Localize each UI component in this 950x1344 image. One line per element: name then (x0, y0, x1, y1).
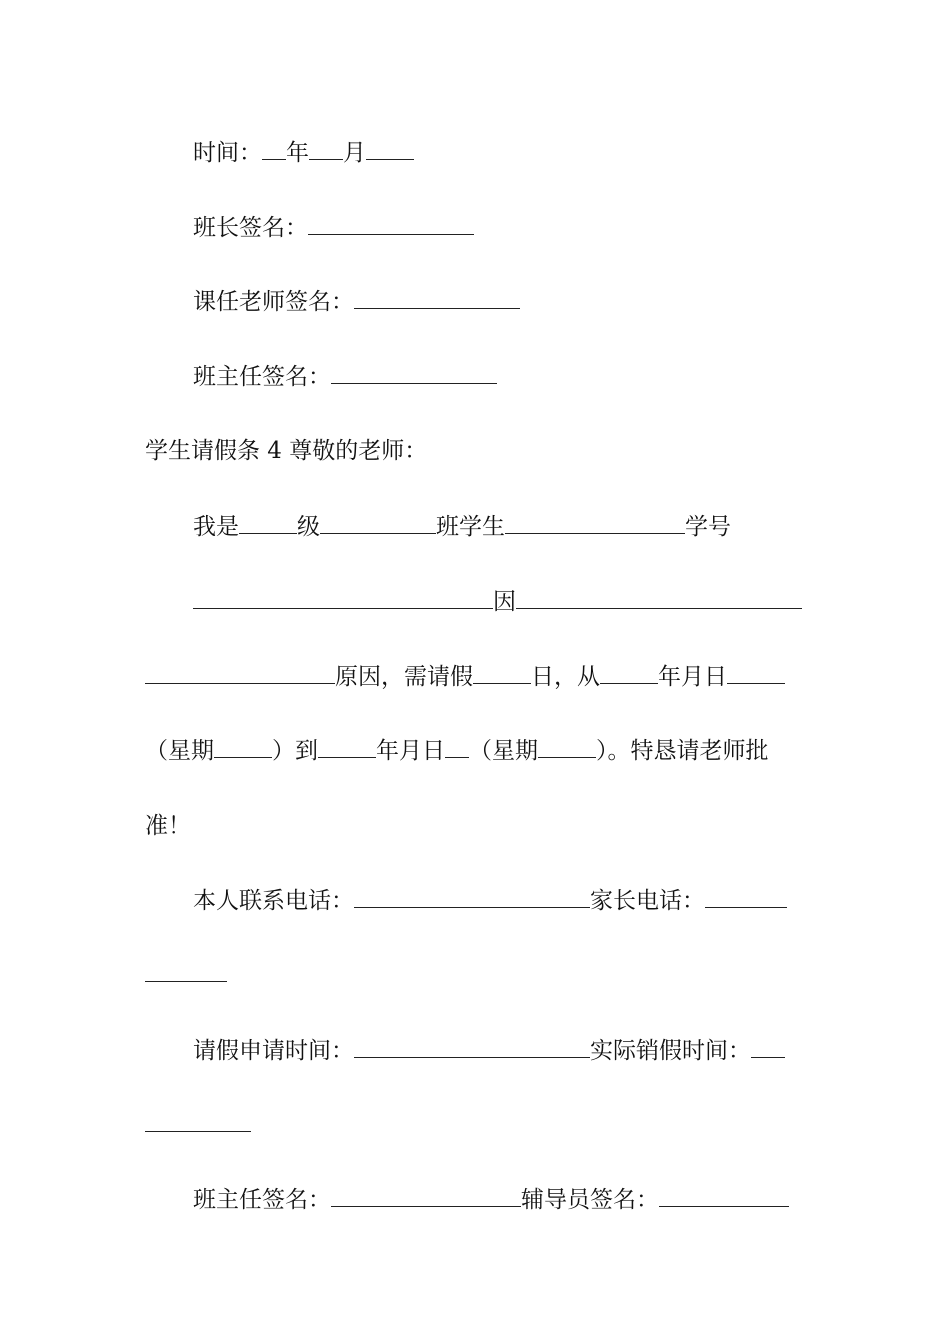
blank (600, 661, 658, 684)
body-line-1 (193, 511, 731, 542)
body-text: 年月日 (376, 738, 445, 764)
blank (145, 959, 227, 982)
teacher-sign-line (193, 286, 520, 317)
body-text: ）。特恳请老师批 (596, 738, 769, 764)
blank (516, 586, 802, 609)
blank (331, 361, 497, 384)
blank (751, 1035, 785, 1058)
blank (193, 586, 493, 609)
body-line-5: 准！ (145, 813, 191, 839)
monitor-sign-line (193, 212, 474, 243)
note-heading: 学生请假条 4 尊敬的老师： (145, 438, 428, 464)
blank (308, 212, 474, 235)
month-label: 月 (343, 140, 366, 166)
blank (354, 885, 590, 908)
cancel-time-label: 实际销假时间： (590, 1038, 751, 1064)
body-text: 级 (297, 514, 320, 540)
blank (214, 735, 272, 758)
head-teacher-sign-line (193, 361, 497, 392)
body-text: （星期 (145, 738, 214, 764)
blank (538, 735, 596, 758)
blank (366, 137, 414, 160)
body-line-4 (145, 735, 769, 766)
blank (354, 286, 520, 309)
body-text: （星期 (469, 738, 538, 764)
blank (309, 137, 343, 160)
teacher-sign-label: 课任老师签名： (193, 289, 354, 315)
body-line-3 (145, 661, 785, 692)
self-phone-label: 本人联系电话： (193, 888, 354, 914)
blank (239, 511, 297, 534)
body-text: 日，从 (531, 664, 600, 690)
body-line-2 (193, 586, 802, 617)
body-text: 班学生 (436, 514, 505, 540)
body-text: 年月日 (658, 664, 727, 690)
blank (445, 735, 469, 758)
blank (145, 661, 335, 684)
contact-line-cont (145, 959, 227, 990)
body-text: 原因，需请假 (335, 664, 473, 690)
blank (145, 1109, 251, 1132)
contact-line (193, 885, 787, 916)
body-text: ）到 (272, 738, 318, 764)
body-text: 我是 (193, 514, 239, 540)
counselor-label: 辅导员签名： (521, 1187, 659, 1213)
head-teacher-sign-label: 班主任签名： (193, 364, 331, 390)
body-text: 学号 (685, 514, 731, 540)
head-teacher-label: 班主任签名： (193, 1187, 331, 1213)
blank (505, 511, 685, 534)
final-sign-line (193, 1184, 789, 1215)
blank (727, 661, 785, 684)
parent-phone-label: 家长电话： (590, 888, 705, 914)
time-apply-line-cont (145, 1109, 251, 1140)
time-apply-line (193, 1035, 785, 1066)
blank (473, 661, 531, 684)
monitor-sign-label: 班长签名： (193, 215, 308, 241)
year-label: 年 (286, 140, 309, 166)
blank (318, 735, 376, 758)
apply-time-label: 请假申请时间： (193, 1038, 354, 1064)
blank (659, 1184, 789, 1207)
blank (262, 137, 286, 160)
time-label: 时间： (193, 140, 262, 166)
blank (331, 1184, 521, 1207)
body-text: 因 (493, 589, 516, 615)
blank (354, 1035, 590, 1058)
time-line (193, 137, 414, 168)
blank (705, 885, 787, 908)
blank (320, 511, 436, 534)
